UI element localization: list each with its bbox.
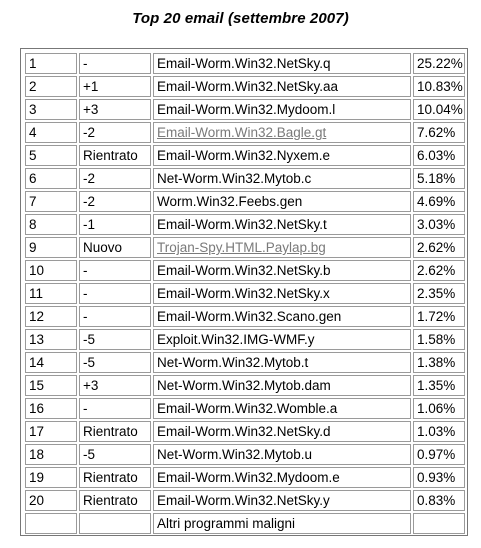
change-cell — [79, 513, 151, 534]
percent-cell: 2.62% — [413, 237, 465, 258]
malware-name-cell: Worm.Win32.Feebs.gen — [153, 191, 411, 212]
rank-cell: 18 — [25, 444, 77, 465]
percent-cell: 0.93% — [413, 467, 465, 488]
table-row — [25, 168, 465, 189]
table-row — [25, 467, 465, 488]
percent-cell: 5.18% — [413, 168, 465, 189]
change-cell: -5 — [79, 329, 151, 350]
table-row — [25, 375, 465, 396]
rank-cell: 13 — [25, 329, 77, 350]
percent-cell: 25.22% — [413, 53, 465, 74]
table-row — [25, 260, 465, 281]
rank-cell: 7 — [25, 191, 77, 212]
table-row — [25, 76, 465, 97]
change-cell: -5 — [79, 444, 151, 465]
percent-cell: 3.03% — [413, 214, 465, 235]
table-row — [25, 444, 465, 465]
malware-name-cell: Email-Worm.Win32.NetSky.t — [153, 214, 411, 235]
table-row — [25, 306, 465, 327]
change-cell: -5 — [79, 352, 151, 373]
rank-cell: 6 — [25, 168, 77, 189]
rank-cell: 1 — [25, 53, 77, 74]
change-cell: -2 — [79, 191, 151, 212]
rank-cell: 20 — [25, 490, 77, 511]
rank-cell: 12 — [25, 306, 77, 327]
malware-name-cell: Email-Worm.Win32.Mydoom.l — [153, 99, 411, 120]
table-row — [25, 329, 465, 350]
change-cell: -2 — [79, 168, 151, 189]
table-row — [25, 513, 465, 534]
malware-name-cell: Email-Worm.Win32.NetSky.y — [153, 490, 411, 511]
percent-cell: 7.62% — [413, 122, 465, 143]
change-cell: +1 — [79, 76, 151, 97]
table-row — [25, 237, 465, 258]
percent-cell — [413, 513, 465, 534]
malware-name-cell: Email-Worm.Win32.Womble.a — [153, 398, 411, 419]
change-cell: - — [79, 53, 151, 74]
rank-cell: 17 — [25, 421, 77, 442]
percent-cell: 4.69% — [413, 191, 465, 212]
malware-link[interactable]: Email-Worm.Win32.Bagle.gt — [157, 125, 327, 140]
table-row — [25, 352, 465, 373]
malware-name-cell: Email-Worm.Win32.NetSky.aa — [153, 76, 411, 97]
table-row — [25, 214, 465, 235]
malware-name-cell: Net-Worm.Win32.Mytob.t — [153, 352, 411, 373]
malware-table-frame — [20, 48, 468, 536]
table-row — [25, 53, 465, 74]
table-body — [25, 53, 465, 534]
malware-name-cell: Email-Worm.Win32.NetSky.x — [153, 283, 411, 304]
percent-cell: 1.06% — [413, 398, 465, 419]
rank-cell: 4 — [25, 122, 77, 143]
malware-name-cell — [153, 122, 411, 143]
malware-link[interactable]: Trojan-Spy.HTML.Paylap.bg — [157, 240, 326, 255]
rank-cell: 19 — [25, 467, 77, 488]
malware-name-cell: Email-Worm.Win32.NetSky.d — [153, 421, 411, 442]
table-row — [25, 490, 465, 511]
percent-cell: 6.03% — [413, 145, 465, 166]
percent-cell: 2.62% — [413, 260, 465, 281]
percent-cell: 10.83% — [413, 76, 465, 97]
percent-cell: 2.35% — [413, 283, 465, 304]
rank-cell: 5 — [25, 145, 77, 166]
change-cell: -2 — [79, 122, 151, 143]
change-cell: - — [79, 398, 151, 419]
malware-name-cell — [153, 237, 411, 258]
percent-cell: 1.72% — [413, 306, 465, 327]
change-cell: Rientrato — [79, 490, 151, 511]
rank-cell: 14 — [25, 352, 77, 373]
change-cell: - — [79, 260, 151, 281]
malware-name-cell: Net-Worm.Win32.Mytob.u — [153, 444, 411, 465]
percent-cell: 1.35% — [413, 375, 465, 396]
change-cell: +3 — [79, 375, 151, 396]
table-row — [25, 191, 465, 212]
rank-cell — [25, 513, 77, 534]
table-row — [25, 398, 465, 419]
percent-cell: 0.83% — [413, 490, 465, 511]
rank-cell: 16 — [25, 398, 77, 419]
malware-name-cell: Email-Worm.Win32.NetSky.q — [153, 53, 411, 74]
change-cell: Rientrato — [79, 145, 151, 166]
percent-cell: 1.38% — [413, 352, 465, 373]
malware-name-cell: Email-Worm.Win32.Nyxem.e — [153, 145, 411, 166]
change-cell: - — [79, 283, 151, 304]
rank-cell: 11 — [25, 283, 77, 304]
change-cell: Rientrato — [79, 467, 151, 488]
table-row — [25, 145, 465, 166]
rank-cell: 8 — [25, 214, 77, 235]
malware-name-cell: Net-Worm.Win32.Mytob.c — [153, 168, 411, 189]
percent-cell: 1.58% — [413, 329, 465, 350]
change-cell: - — [79, 306, 151, 327]
percent-cell: 1.03% — [413, 421, 465, 442]
table-row — [25, 122, 465, 143]
malware-name-cell: Email-Worm.Win32.Scano.gen — [153, 306, 411, 327]
percent-cell: 10.04% — [413, 99, 465, 120]
rank-cell: 2 — [25, 76, 77, 97]
change-cell: -1 — [79, 214, 151, 235]
table-row — [25, 283, 465, 304]
malware-name-cell: Email-Worm.Win32.NetSky.b — [153, 260, 411, 281]
rank-cell: 10 — [25, 260, 77, 281]
page-title: Top 20 email (settembre 2007) — [132, 10, 349, 27]
rank-cell: 3 — [25, 99, 77, 120]
malware-table — [23, 51, 467, 536]
table-row — [25, 99, 465, 120]
malware-name-cell: Altri programmi maligni — [153, 513, 411, 534]
table-row — [25, 421, 465, 442]
rank-cell: 15 — [25, 375, 77, 396]
percent-cell: 0.97% — [413, 444, 465, 465]
malware-name-cell: Exploit.Win32.IMG-WMF.y — [153, 329, 411, 350]
rank-cell: 9 — [25, 237, 77, 258]
malware-name-cell: Net-Worm.Win32.Mytob.dam — [153, 375, 411, 396]
change-cell: Rientrato — [79, 421, 151, 442]
malware-name-cell: Email-Worm.Win32.Mydoom.e — [153, 467, 411, 488]
change-cell: Nuovo — [79, 237, 151, 258]
change-cell: +3 — [79, 99, 151, 120]
